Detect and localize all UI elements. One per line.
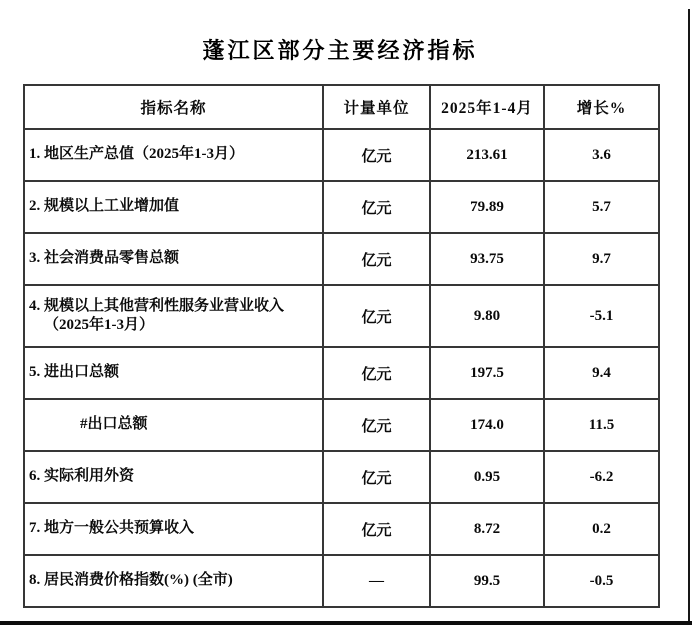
unit-cell: 亿元 [323, 347, 430, 399]
unit-cell: — [323, 555, 430, 607]
unit-cell: 亿元 [323, 451, 430, 503]
indicator-name-cell: 5. 进出口总额 [24, 347, 323, 399]
indicator-name-cell: 6. 实际利用外资 [24, 451, 323, 503]
growth-cell: 0.2 [544, 503, 659, 555]
value-cell: 197.5 [430, 347, 544, 399]
growth-cell: 3.6 [544, 129, 659, 181]
indicator-name-cell: 2. 规模以上工业增加值 [24, 181, 323, 233]
indicator-name-line1: 4. 规模以上其他营利性服务业营业收入 [29, 297, 285, 314]
table-row [24, 503, 659, 555]
page-scan-edge-right [688, 9, 690, 625]
unit-cell: 亿元 [323, 181, 430, 233]
indicator-name-cell: 7. 地方一般公共预算收入 [24, 503, 323, 555]
table-row [24, 451, 659, 503]
indicator-name-cell: 8. 居民消费价格指数(%) (全市) [24, 555, 323, 607]
col-header-growth: 增长% [544, 85, 659, 129]
growth-cell: -0.5 [544, 555, 659, 607]
growth-cell: 11.5 [544, 399, 659, 451]
indicator-name-cell [24, 285, 323, 347]
value-cell: 174.0 [430, 399, 544, 451]
indicator-name-line2: （2025年1-3月） [44, 317, 154, 333]
unit-cell: 亿元 [323, 285, 430, 347]
indicator-name-cell: 3. 社会消费品零售总额 [24, 233, 323, 285]
unit-cell: 亿元 [323, 399, 430, 451]
table-row [24, 181, 659, 233]
value-cell: 9.80 [430, 285, 544, 347]
table-header-row [24, 85, 659, 129]
growth-cell: 5.7 [544, 181, 659, 233]
indicators-table [23, 84, 660, 608]
growth-cell: 9.7 [544, 233, 659, 285]
col-header-indicator-name: 指标名称 [24, 85, 323, 129]
growth-cell: -5.1 [544, 285, 659, 347]
unit-cell: 亿元 [323, 503, 430, 555]
table-row [24, 233, 659, 285]
indicator-name-cell: 1. 地区生产总值（2025年1-3月） [24, 129, 323, 181]
table-row [24, 347, 659, 399]
growth-cell: 9.4 [544, 347, 659, 399]
value-cell: 99.5 [430, 555, 544, 607]
page-scan-edge-bottom [0, 621, 692, 625]
value-cell: 0.95 [430, 451, 544, 503]
value-cell: 79.89 [430, 181, 544, 233]
table-row [24, 555, 659, 607]
growth-cell: -6.2 [544, 451, 659, 503]
page-title: 蓬江区部分主要经济指标 [202, 38, 478, 63]
value-cell: 8.72 [430, 503, 544, 555]
indicator-name-cell: #出口总额 [24, 399, 323, 451]
value-cell: 93.75 [430, 233, 544, 285]
col-header-unit: 计量单位 [323, 85, 430, 129]
value-cell: 213.61 [430, 129, 544, 181]
table-row [24, 129, 659, 181]
unit-cell: 亿元 [323, 129, 430, 181]
col-header-period: 2025年1-4月 [430, 85, 544, 129]
table-row [24, 285, 659, 347]
table-row-sub [24, 399, 659, 451]
unit-cell: 亿元 [323, 233, 430, 285]
